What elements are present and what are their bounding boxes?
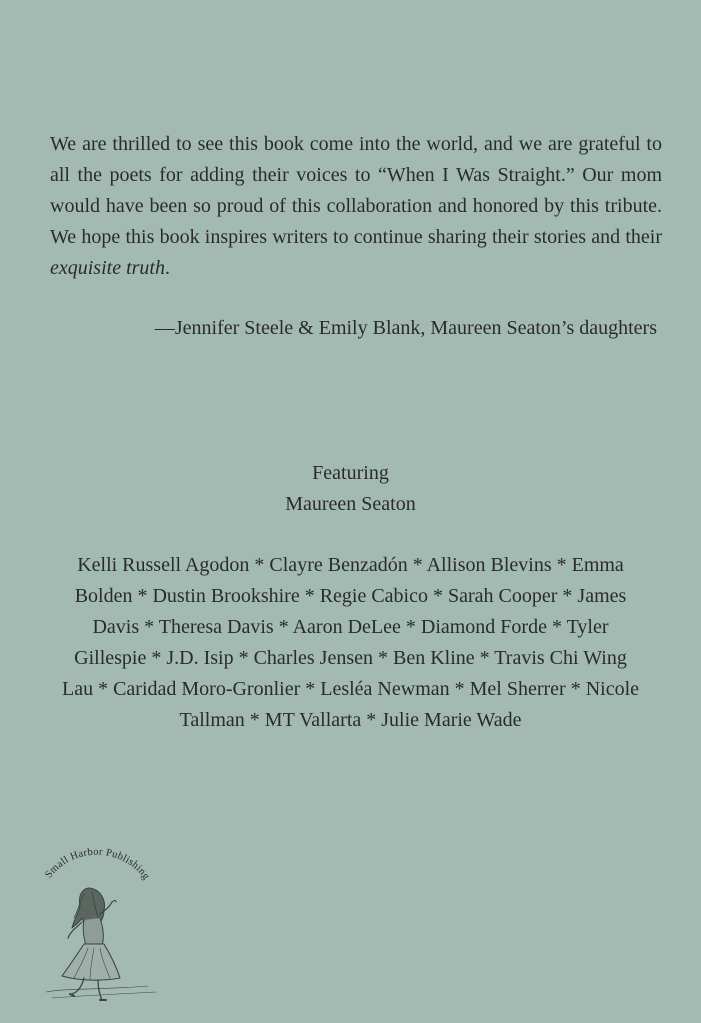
girl-illustration-icon — [46, 888, 156, 1000]
publisher-name: Small Harbor Publishing — [43, 848, 152, 882]
publisher-logo — [28, 848, 163, 1008]
featuring-section — [0, 458, 701, 520]
blurb-emphasis: exquisite truth — [50, 257, 165, 279]
blurb-end: . — [164, 257, 170, 279]
back-cover-blurb — [50, 129, 662, 284]
contributor-list: Kelli Russell Agodon * Clayre Benzadón * Allison Blevins * Emma Bolden * Dustin Brookshire * Regie Cabico * Sarah Cooper * James Davis * Theresa Davis * Aaron DeLee * Diamond Forde * Tyler Gillespie * J.D. Isip * Charles Jensen * Ben Kline * Travis Chi Wing Lau * Caridad Moro-Gronlier * Lesléa Newman * Mel Sherrer * Nicole Tallman * MT Vallarta * Julie Marie Wade — [61, 554, 640, 731]
blurb-text: We are thrilled to see this book come into the world, and we are grateful to all the poets for adding their voices to “When I Was Straight.” Our mom would have been so proud of this collaboration and honored by this tribute. We hope this book inspires writers to continue sharing their stories and their — [50, 133, 662, 248]
featured-author: Maureen Seaton — [285, 493, 416, 515]
blurb-attribution: —Jennifer Steele & Emily Blank, Maureen Seaton’s daughters — [154, 317, 657, 339]
featuring-heading: Featuring — [312, 462, 389, 484]
